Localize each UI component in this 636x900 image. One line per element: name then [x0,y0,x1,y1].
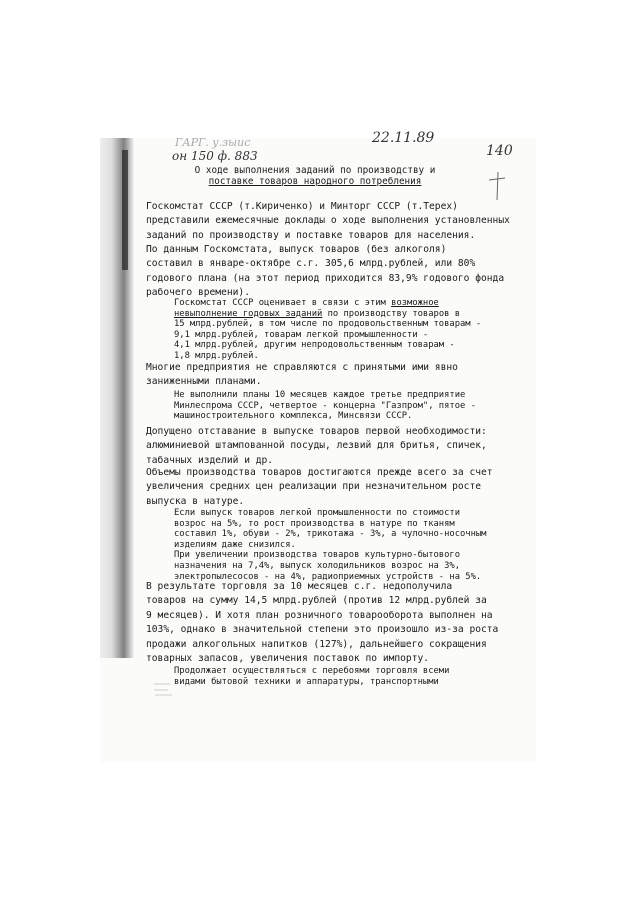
paragraph-lag: Допущено отставание в выпуске товаров первой необходимости: алюминиевой штампованной посуды, лезвий для бритья, спичек, табачных изделий и др. [146,426,487,466]
paragraph-trade: В результате торговля за 10 месяцев с.г. недополучила товаров на сумму 14,5 млрд.рублей (против 12 млрд.рублей за 9 месяцев). И хотя план розничного товарооборота выполнен на 103%, однако в значительной степени это произошло из-за роста продажи алкогольных напитков (127%), дальнейшего сокращения товарных запасов, увеличения поставок по импорту. [146,581,499,665]
binding-shadow [100,138,134,658]
paragraph-light-industry: Если выпуск товаров легкой промышленности по стоимости возрос на 5%, то рост производства в натуре по тканям составил 1%, обуви - 2%, трикотажа - 3%, а чулочно-носочным изделиям даже снизился. При увеличении производства товаров культурно-бытового назначения на 7,4%, выпуск холодильников возрос на 3%, электропылесосов - на 4%, радиоприемных устройств - на 5%. [174,508,487,582]
estimate-lead: Госкомстат СССР оценивает в связи с этим [174,298,392,308]
handwritten-plus-mark [487,172,507,202]
paragraph-intro: Госкомстат СССР (т.Кириченко) и Минторг СССР (т.Терех) представили ежемесячные доклады о ходе выполнения установленных заданий по производству и поставке товаров для населения. [146,201,510,241]
paragraph-plans-missed: Не выполнили планы 10 месяцев каждое третье предприятие Минлеспрома СССР, четвертое - концерна "Газпром", пятое - машиностроительного комплекса, Минсвязи СССР. [174,390,476,422]
paragraph-volumes: Объемы производства товаров достигаются прежде всего за счет увеличения средних цен реализации при незначительном росте выпуска в натуре. [146,467,493,507]
estimate-rest: по производству товаров в 15 млрд.рублей, в том числе по продовольственным товарам - 9,1 млрд.рублей, товарам легкой промышленности - 4,1 млрд.рублей, другим непродовольственным товарам - 1,8 млрд.рублей. [174,308,482,361]
faint-margin-mark [152,680,174,698]
handwritten-page-number: 140 [486,143,513,159]
estimate-underline-2: невыполнение годовых заданий [174,308,323,319]
paragraph-output: По данным Госкомстата, выпуск товаров (без алкоголя) составил в январе-октябре с.г. 305,6 млрд.рублей, или 80% годового плана (на этот период приходится 83,9% годового фонда рабочего времени). [146,244,505,299]
handwritten-date: 22.11.89 [372,130,435,146]
paragraph-appliances: Продолжает осуществляться с перебоями торговля всеми видами бытовой техники и аппаратуры, транспортными [174,666,450,687]
archive-stamp-faint: ГАРГ. у.зыис [175,136,251,149]
archive-fond-note: он 150 ф. 883 [172,149,258,163]
estimate-underline-1: возможное [391,298,439,308]
binding-mark [122,150,128,270]
document-title [165,165,465,187]
paragraph-enterprises: Многие предприятия не справляются с принятыми ими явно заниженными планами. [146,362,458,388]
title-line-1: О ходе выполнения заданий по производству и [194,165,436,176]
title-line-2: поставке товаров народного потребления [208,176,422,187]
paragraph-estimate [174,298,481,362]
